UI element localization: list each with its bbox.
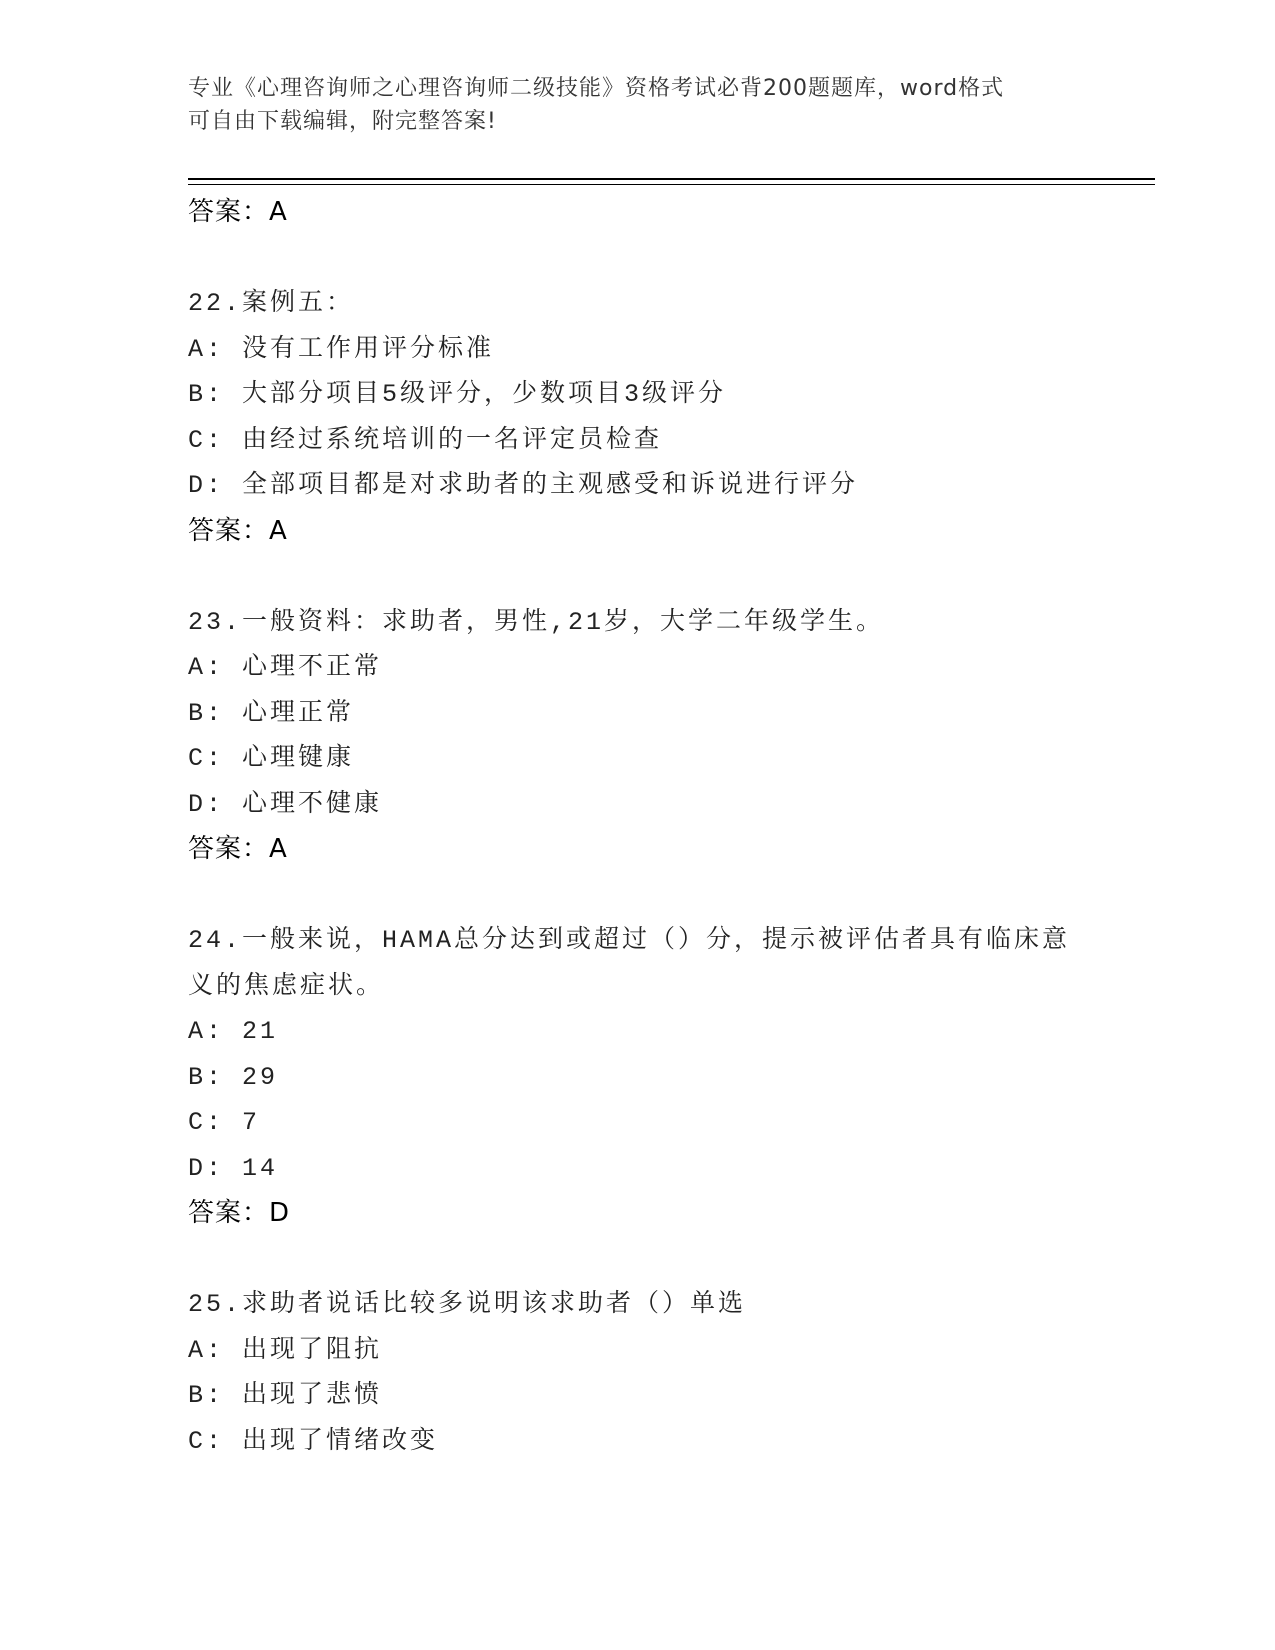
option-c: C: 心理键康 [188,744,355,773]
header-rule-thick [188,178,1155,180]
option-c: C: 出现了情绪改变 [188,1426,439,1456]
answer-line: 答案：D [188,1198,291,1228]
option-b: B: 出现了悲愤 [188,1381,383,1410]
question-23 [188,600,1088,873]
option-d: D: 全部项目都是对求助者的主观感受和诉说进行评分 [188,471,859,500]
question-list [188,190,1088,1464]
question-stem: 24.一般来说，HAMA总分达到或超过（）分，提示被评估者具有临床意 [188,926,1071,955]
option-d: D: 14 [188,1153,279,1183]
question-22 [188,281,1088,554]
spacer [188,236,1088,282]
option-a: A: 出现了阻抗 [188,1335,383,1365]
question-stem-continued: 义的焦虑症状。 [188,971,385,1001]
answer-line: 答案：A [188,515,288,546]
spacer [188,873,1088,919]
header-line-2: 可自由下载编辑，附完整答案! [188,109,497,134]
option-b: B: 大部分项目5级评分，少数项目3级评分 [188,380,727,409]
question-24 [188,918,1088,1237]
option-b: B: 心理正常 [188,698,355,728]
question-25 [188,1282,1088,1464]
answer-line: 答案：A [188,834,288,864]
document-header [188,72,1068,138]
option-a: A: 21 [188,1017,279,1046]
question-stem: 25.求助者说话比较多说明该求助者（）单选 [188,1290,747,1319]
header-line-1: 专业《心理咨询师之心理咨询师二级技能》资格考试必背200题题库，word格式 [188,76,1005,101]
answer-line: 答案：A [188,197,288,227]
option-a: A: 没有工作用评分标准 [188,334,495,364]
question-stem: 22.案例五： [188,289,355,318]
option-c: C: 由经过系统培训的一名评定员检查 [188,425,663,455]
spacer [188,554,1088,600]
spacer [188,1237,1088,1283]
option-b: B: 29 [188,1062,279,1092]
option-d: D: 心理不健康 [188,789,383,819]
option-a: A: 心理不正常 [188,653,383,682]
option-c: C: 7 [188,1108,261,1137]
question-stem: 23.一般资料：求助者，男性,21岁，大学二年级学生。 [188,607,885,637]
header-rule-thin [188,184,1155,185]
